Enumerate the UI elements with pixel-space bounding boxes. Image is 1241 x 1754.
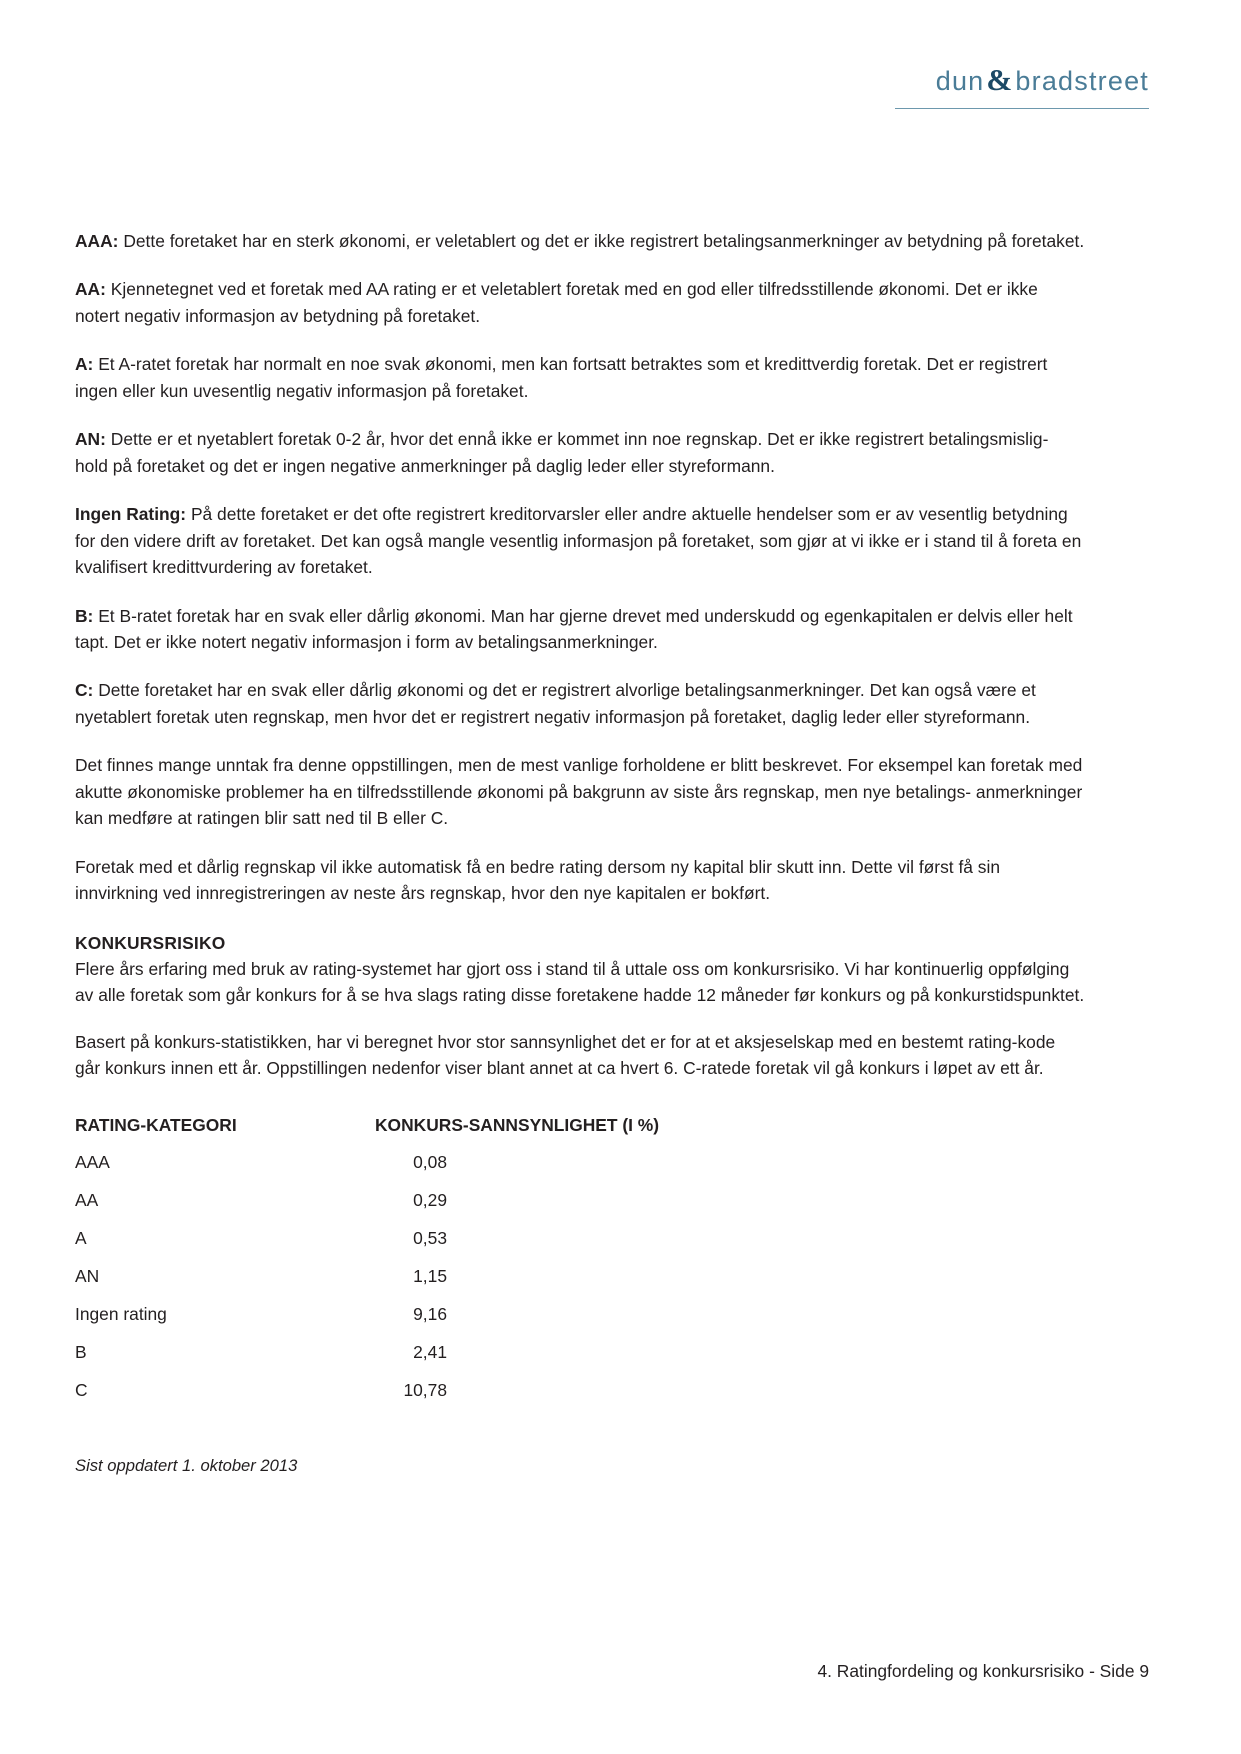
probability-value: 1,15 xyxy=(413,1266,447,1287)
last-updated-text: Sist oppdatert 1. oktober 2013 xyxy=(75,1456,298,1476)
table-row xyxy=(75,1190,775,1228)
table-cell-category: AN xyxy=(75,1266,100,1287)
rating-label-an: AN: xyxy=(75,429,106,450)
probability-value: 9,16 xyxy=(413,1304,447,1325)
logo-word-dun: dun xyxy=(935,66,985,96)
rating-paragraph-an xyxy=(75,426,1085,479)
probability-value: 0,08 xyxy=(413,1152,447,1173)
konkurs-sannsynlighet-table xyxy=(75,1115,775,1418)
dun-bradstreet-logo xyxy=(936,62,1149,98)
page-footer: 4. Ratingfordeling og konkursrisiko - Side 9 xyxy=(817,1661,1149,1681)
rating-paragraph-b xyxy=(75,603,1085,656)
table-header-konkurs-sannsynlighet: KONKURS-SANNSYNLIGHET (I %) xyxy=(375,1115,660,1136)
table-cell-category: Ingen rating xyxy=(75,1304,167,1325)
logo-underline-divider xyxy=(895,108,1149,109)
rating-label-aaa: AAA: xyxy=(75,231,119,251)
table-row xyxy=(75,1266,775,1304)
probability-value: 10,78 xyxy=(403,1380,447,1401)
table-cell-probability xyxy=(375,1380,775,1418)
paragraph-unntak: Det finnes mange unntak fra denne oppstillingen, men de mest vanlige forholdene er blitt beskrevet. For eksempel kan foretak med akutte økonomiske problemer ha en tilfredsstillende økonomi på bakgrunn av siste års regnskap, men nye betalings- anmerkninger kan medføre at ratingen blir satt ned til B eller C. xyxy=(75,755,1083,829)
rating-paragraph-a xyxy=(75,351,1085,404)
table-row xyxy=(75,1152,775,1190)
probability-value: 0,29 xyxy=(413,1190,447,1211)
table-cell-category: B xyxy=(75,1342,87,1363)
logo-ampersand-icon: & xyxy=(986,62,1014,97)
document-body xyxy=(75,228,1085,1476)
rating-label-aa: AA: xyxy=(75,279,106,300)
table-header-row xyxy=(75,1115,775,1152)
rating-text-aa: Kjennetegnet ved et foretak med AA rating er et veletablert foretak med en god eller tilfredsstillende økonomi. Det er ikke notert negativ informasjon av betydning på foretaket. xyxy=(75,279,1038,326)
table-cell-probability xyxy=(375,1304,775,1342)
rating-text-a: Et A-ratet foretak har normalt en noe svak økonomi, men kan fortsatt betraktes som et kredittverdig foretak. Det er registrert ingen eller kun uvesentlig negativ informasjon på foretaket. xyxy=(75,354,1048,401)
table-row xyxy=(75,1342,775,1380)
rating-label-a: A: xyxy=(75,354,94,375)
table-row xyxy=(75,1304,775,1342)
probability-value: 2,41 xyxy=(413,1342,447,1363)
rating-text-b: Et B-ratet foretak har en svak eller dårlig økonomi. Man har gjerne drevet med underskudd og egenkapitalen er delvis eller helt tapt. Det er ikke notert negativ informasjon i form av betalingsanmerkninger. xyxy=(75,605,1073,652)
paragraph-konkursrisiko-2: Basert på konkurs-statistikken, har vi beregnet hvor stor sannsynlighet det er for at et aksjeselskap med en bestemt rating-kode går konkurs innen ett år. Oppstillingen nedenfor viser blant annet at ca hvert 6. C-ratede foretak vil gå konkurs i løpet av ett år. xyxy=(75,1031,1056,1078)
rating-label-c: C: xyxy=(75,680,94,701)
table-cell-probability xyxy=(375,1266,775,1304)
rating-paragraph-c xyxy=(75,677,1085,730)
table-cell-probability xyxy=(375,1228,775,1266)
table-cell-category: AA xyxy=(75,1190,99,1211)
table-cell-probability xyxy=(375,1152,775,1190)
table-header-rating-kategori: RATING-KATEGORI xyxy=(75,1115,237,1136)
rating-text-ingen-rating: På dette foretaket er det ofte registrert kreditorvarsler eller andre aktuelle hendelser som er av vesentlig betydning for den videre drift av foretaket. Det kan også mangle vesentlig informasjon på foretaket, som gjør at vi ikke er i stand til å foreta en kvalifisert kredittvurdering av foretaket. xyxy=(75,504,1082,578)
rating-paragraph-aaa xyxy=(75,228,1085,254)
table-cell-category: AAA xyxy=(75,1152,110,1173)
rating-label-b: B: xyxy=(75,605,94,626)
paragraph-kapital: Foretak med et dårlig regnskap vil ikke automatisk få en bedre rating dersom ny kapital blir skutt inn. Dette vil først få sin innvirkning ved innregistreringen av neste års regnskap, hvor den nye kapitalen er bokført. xyxy=(75,856,1001,904)
rating-text-c: Dette foretaket har en svak eller dårlig økonomi og det er registrert alvorlige betalingsanmerkninger. Det kan også være et nyetablert foretak uten regnskap, men hvor det er registrert negativ informasjon på foretaket, daglig leder eller styreformann. xyxy=(75,680,1036,727)
rating-paragraph-ingen-rating xyxy=(75,501,1085,580)
table-cell-probability xyxy=(375,1190,775,1228)
table-row xyxy=(75,1380,775,1418)
rating-paragraph-aa xyxy=(75,276,1085,329)
table-cell-category: C xyxy=(75,1380,88,1401)
probability-value: 0,53 xyxy=(413,1228,447,1249)
section-heading-konkursrisiko: KONKURSRISIKO xyxy=(75,932,226,953)
table-row xyxy=(75,1228,775,1266)
paragraph-konkursrisiko-1: Flere års erfaring med bruk av rating-systemet har gjort oss i stand til å uttale oss om konkursrisiko. Vi har kontinuerlig oppfølging av alle foretak som går konkurs for å se hva slags rating disse foretakene hadde 12 måneder før konkurs og på konkurstidspunktet. xyxy=(75,958,1085,1006)
table-cell-probability xyxy=(375,1342,775,1380)
rating-text-an: Dette er et nyetablert foretak 0-2 år, hvor det ennå ikke er kommet inn noe regnskap. Det er ikke registrert betalingsmislig- hold på foretaket og det er ingen negative anmerkninger på daglig leder eller styreformann. xyxy=(75,429,1049,476)
logo-word-bradstreet: bradstreet xyxy=(1015,66,1149,96)
rating-text-aaa: Dette foretaket har en sterk økonomi, er veletablert og det er ikke registrert betalingsanmerkninger av betydning på foretaket. xyxy=(123,231,1085,251)
table-cell-category: A xyxy=(75,1228,87,1249)
rating-label-ingen-rating: Ingen Rating: xyxy=(75,504,187,525)
